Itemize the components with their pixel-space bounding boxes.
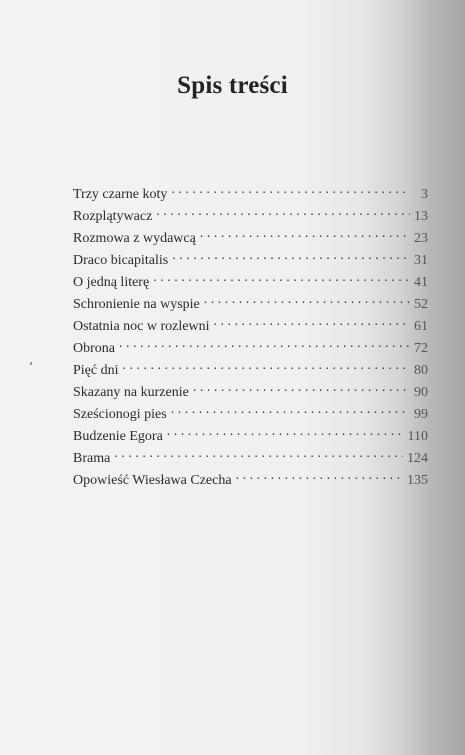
toc-entry-page: 72 xyxy=(414,341,428,356)
toc-entry xyxy=(73,426,428,448)
page-title: Spis treści xyxy=(177,72,288,99)
toc-entry-title: Rozplątywacz xyxy=(73,209,153,224)
toc-entry-page: 124 xyxy=(407,451,428,466)
dot-leader xyxy=(114,448,403,462)
toc-entry-page: 31 xyxy=(414,253,428,268)
dot-leader xyxy=(156,206,410,220)
toc-entry-title: Obrona xyxy=(73,341,115,356)
toc-entry-title: Opowieść Wiesława Czecha xyxy=(73,473,232,488)
toc-entry-page: 99 xyxy=(414,407,428,422)
toc-entry-title: Sześcionogi pies xyxy=(73,407,167,422)
toc-entry-page: 23 xyxy=(414,231,428,246)
toc-entry-title: Brama xyxy=(73,451,111,466)
toc-entry-title: Ostatnia noc w rozlewni xyxy=(73,319,210,334)
toc-entry xyxy=(73,228,428,250)
toc-entry xyxy=(73,338,428,360)
dot-leader xyxy=(172,250,410,264)
toc-entry xyxy=(73,316,428,338)
dot-leader xyxy=(200,228,410,242)
toc-entry xyxy=(73,404,428,426)
dot-leader xyxy=(171,404,410,418)
toc-entry-page: 3 xyxy=(421,187,428,202)
toc-entry-title: Pięć dni xyxy=(73,363,119,378)
dot-leader xyxy=(204,294,410,308)
toc-entry-title: Schronienie na wyspie xyxy=(73,297,200,312)
dot-leader xyxy=(123,360,411,374)
toc-entry-title: Skazany na kurzenie xyxy=(73,385,189,400)
dot-leader xyxy=(236,470,403,484)
table-of-contents xyxy=(73,184,428,492)
dot-leader xyxy=(171,184,410,198)
toc-entry-title: Trzy czarne koty xyxy=(73,187,168,202)
toc-entry-page: 80 xyxy=(414,363,428,378)
toc-entry xyxy=(73,470,428,492)
toc-entry-title: Budzenie Egora xyxy=(73,429,163,444)
toc-entry-page: 135 xyxy=(407,473,428,488)
toc-entry xyxy=(73,360,428,382)
toc-entry xyxy=(73,206,428,228)
toc-entry xyxy=(73,250,428,272)
toc-entry xyxy=(73,382,428,404)
toc-entry xyxy=(73,184,428,206)
toc-entry-page: 90 xyxy=(414,385,428,400)
toc-entry-page: 61 xyxy=(414,319,428,334)
paper-speck xyxy=(30,362,32,365)
dot-leader xyxy=(193,382,410,396)
toc-entry-page: 13 xyxy=(414,209,428,224)
toc-entry-title: O jedną literę xyxy=(73,275,150,290)
toc-entry-title: Rozmowa z wydawcą xyxy=(73,231,196,246)
toc-entry-page: 41 xyxy=(414,275,428,290)
toc-entry-page: 110 xyxy=(407,429,428,444)
toc-entry-page: 52 xyxy=(414,297,428,312)
dot-leader xyxy=(213,316,410,330)
toc-entry-title: Draco bicapitalis xyxy=(73,253,169,268)
dot-leader xyxy=(153,272,410,286)
toc-entry xyxy=(73,272,428,294)
toc-entry xyxy=(73,294,428,316)
dot-leader xyxy=(167,426,404,440)
dot-leader xyxy=(119,338,410,352)
toc-entry xyxy=(73,448,428,470)
